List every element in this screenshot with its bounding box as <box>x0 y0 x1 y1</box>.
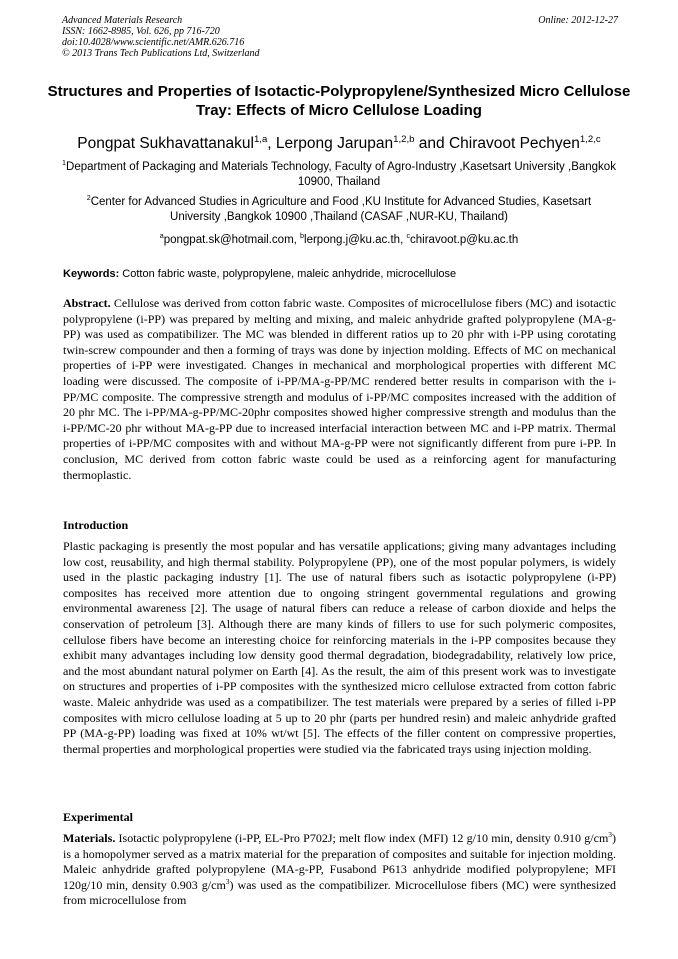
materials-sup-2: 3 <box>225 876 230 886</box>
email-link[interactable]: lerpong.j@ku.ac.th, <box>304 234 407 246</box>
author-affil-sup: 1,2,b <box>393 133 415 145</box>
author-name: Chiravoot Pechyen <box>448 135 580 152</box>
abstract-text: Cellulose was derived from cotton fabric waste. Composites of microcellulose fibers (MC) and isotactic polypropylene (i-PP) was prepared by melting and mixing, and maleic anhydride grafted polypropylene (MA-g-PP) was used as compatibilizer. The MC was blended in different ratios up to 20 phr with i-PP using corotating twin-screw compounder and then a forming of trays was done by injection molding. Effects of MC on mechanical properties of i-PP were investigated. Changes in mechanical and morphological properties with different MC loading were discussed. The composite of i-PP/MA-g-PP/MC rendered better results in comparison with the i-PP/MC composite. The compressive strength and modulus of i-PP/MC composites increased with the addition of 20 phr MC. The i-PP/MA-g-PP/MC-20phr composites showed higher compressive strength and modulus than the i-PP/MC-20 phr without MA-g-PP due to increased interfacial interaction between MC and i-PP matrix. Thermal properties of i-PP/MC composites with and without MA-g-PP were not significantly different from pure i-PP. In conclusion, MC derived from cotton fabric waste could be used as a reinforcing agent for manufacturing thermoplastic. <box>63 296 616 482</box>
email-link[interactable]: pongpat.sk@hotmail.com, <box>163 234 301 246</box>
author-name: Lerpong Jarupan <box>275 135 394 152</box>
introduction-text: Plastic packaging is presently the most popular and has versatile applications; giving many advantages including low cost, reusability, and high thermal stability. Polypropylene (PP), one of the most popular polymers, is widely used in the plastic packaging industry [1]. The use of natural fibers such as isotactic polypropylene (i-PP) composites has received more attention due to ongoing stringent governmental regulations and growing environmental awareness [2]. The usage of natural fibers can reduce a release of carbon dioxide and helps the conservation of petroleum [3]. Although there are many kinds of fillers to use for such polymeric composites, cellulose fibers have become an interesting choice for reinforcing materials in the i-PP composites because they exhibit many advantages including low density good thermal degradation, biodegradability, relatively low price, and the most abundant natural polymer on Earth [4]. As the result, the aim of this present work was to investigate on structures and properties of i-PP composites with the synthesized micro cellulose extracted from cotton fabric waste. Maleic anhydride was used as a compatibilizer. The test materials were prepared by a series of filled i-PP composites with micro cellulose loading at 5 up to 20 phr (parts per hundred resin) and maleic anhydride grafted PP (MA-g-PP) loading was fixed at 10% wt/wt [5]. The effects of the filler content on compressive properties, thermal properties and morphological properties were studied via the fabricated trays using injection molding. <box>63 539 616 756</box>
journal-copyright: © 2013 Trans Tech Publications Ltd, Switzerland <box>62 48 260 59</box>
author-affil-sup: 1,2,c <box>579 133 601 145</box>
journal-issn: ISSN: 1662-8985, Vol. 626, pp 716-720 <box>62 26 220 37</box>
keywords-label: Keywords: <box>63 268 120 280</box>
email-sup: b <box>300 232 305 241</box>
introduction-heading: Introduction <box>63 518 129 532</box>
keywords <box>63 267 619 281</box>
abstract-label: Abstract. <box>63 296 111 310</box>
author-name: Pongpat Sukhavattanakul <box>77 135 254 152</box>
paper-title: Structures and Properties of Isotactic-Polypropylene/Synthesized Micro Cellulose Tray: Effects of Micro Cellulose Loading <box>47 83 631 119</box>
email-sup: a <box>159 232 164 241</box>
author-list <box>30 134 648 154</box>
journal-name: Advanced Materials Research <box>62 15 183 26</box>
affil-text: Center for Advanced Studies in Agriculture and Food ,KU Institute for Advanced Studies, Kasetsart University ,Bangkok 10900 ,Thailand (CASAF ,NUR-KU, Thailand) <box>90 196 592 223</box>
experimental-heading: Experimental <box>63 810 133 824</box>
affil-sup: 1 <box>62 159 67 168</box>
materials-paragraph <box>63 831 616 909</box>
author-emails <box>60 233 618 248</box>
email-sup: c <box>406 232 411 241</box>
author-separator: , <box>267 135 276 152</box>
affil-sup: 2 <box>86 194 91 203</box>
affiliation-2 <box>60 195 618 224</box>
affiliation-1 <box>60 160 618 189</box>
online-date: Online: 2012-12-27 <box>538 15 618 26</box>
email-link[interactable]: chiravoot.p@ku.ac.th <box>410 234 519 246</box>
materials-label: Materials. <box>63 831 116 845</box>
materials-text-2: ) is a homopolymer served as a matrix material for the preparation of composites and suitable for injection molding. Maleic anhydride grafted polypropylene (MA-g-PP, Fusabond P613 anhydride modified polypropylene; MFI 120g/10 min, density 0.903 g/cm <box>63 831 616 892</box>
abstract <box>63 296 616 483</box>
materials-text-3: ) was used as the compatibilizer. Microcellulose fibers (MC) were synthesized from microcellulose from <box>63 877 616 908</box>
materials-sup-1: 3 <box>608 830 612 839</box>
author-affil-sup: 1,a <box>253 133 268 145</box>
keywords-text: Cotton fabric waste, polypropylene, maleic anhydride, microcellulose <box>119 268 457 280</box>
affil-text: Department of Packaging and Materials Technology, Faculty of Agro-Industry ,Kasetsart University ,Bangkok 10900, Thailand <box>66 161 616 188</box>
materials-text-1: Isotactic polypropylene (i-PP, EL-Pro P702J; melt flow index (MFI) 12 g/10 min, density 0.910 g/cm <box>115 831 609 845</box>
journal-header <box>62 15 618 59</box>
author-separator: and <box>414 135 449 152</box>
journal-doi: doi:10.4028/www.scientific.net/AMR.626.716 <box>62 37 245 48</box>
